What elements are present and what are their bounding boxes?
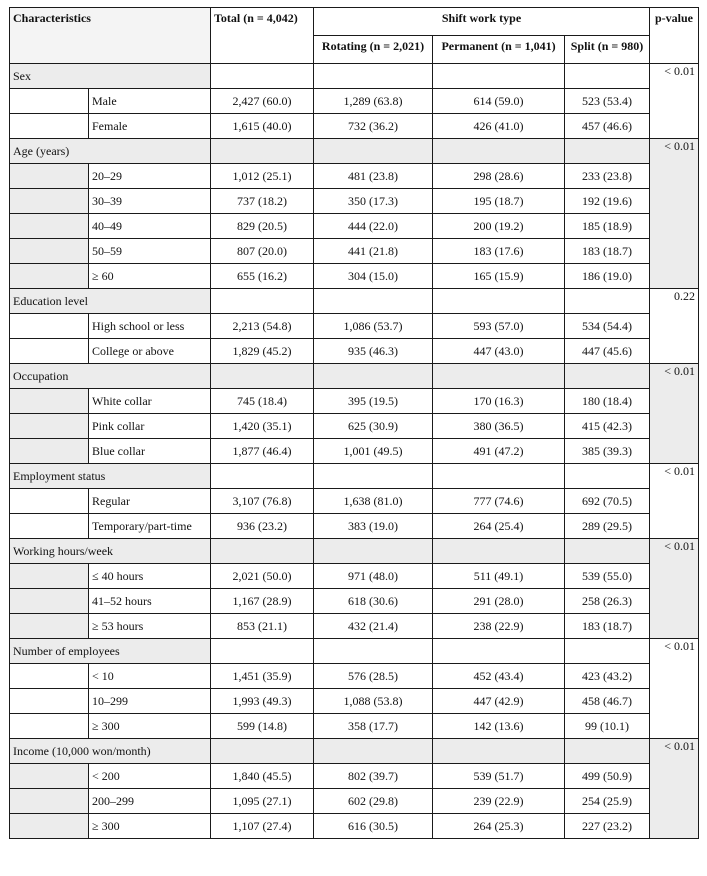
rotating-cell: 383 (19.0) [314, 514, 433, 539]
split-cell: 423 (43.2) [565, 664, 650, 689]
total-cell: 1,012 (25.1) [211, 164, 314, 189]
rotating-cell: 625 (30.9) [314, 414, 433, 439]
category-label: Employment status [10, 464, 211, 489]
row-label: 41–52 hours [89, 589, 211, 614]
row-label: 30–39 [89, 189, 211, 214]
category-total-cell [211, 64, 314, 89]
category-split-cell [565, 364, 650, 389]
category-rotating-cell [314, 539, 433, 564]
table-row [10, 614, 699, 639]
permanent-cell: 380 (36.5) [433, 414, 565, 439]
split-cell: 254 (25.9) [565, 789, 650, 814]
category-rotating-cell [314, 739, 433, 764]
split-cell: 692 (70.5) [565, 489, 650, 514]
split-cell: 415 (42.3) [565, 414, 650, 439]
table-row [10, 564, 699, 589]
category-row [10, 539, 699, 564]
total-cell: 1,420 (35.1) [211, 414, 314, 439]
permanent-cell: 452 (43.4) [433, 664, 565, 689]
table-row [10, 714, 699, 739]
permanent-cell: 200 (19.2) [433, 214, 565, 239]
rotating-cell: 732 (36.2) [314, 114, 433, 139]
category-row [10, 289, 699, 314]
indent-cell [10, 239, 89, 264]
category-rotating-cell [314, 289, 433, 314]
indent-cell [10, 814, 89, 839]
rotating-cell: 432 (21.4) [314, 614, 433, 639]
total-cell: 1,167 (28.9) [211, 589, 314, 614]
indent-cell [10, 789, 89, 814]
row-label: ≥ 300 [89, 714, 211, 739]
rotating-cell: 1,088 (53.8) [314, 689, 433, 714]
category-rotating-cell [314, 139, 433, 164]
total-cell: 1,095 (27.1) [211, 789, 314, 814]
header-shift-work-type: Shift work type [314, 8, 650, 36]
indent-cell [10, 414, 89, 439]
indent-cell [10, 264, 89, 289]
category-row [10, 464, 699, 489]
p-value-cell: < 0.01 [650, 639, 699, 739]
category-permanent-cell [433, 639, 565, 664]
row-label: 200–299 [89, 789, 211, 814]
total-cell: 1,829 (45.2) [211, 339, 314, 364]
table-row [10, 214, 699, 239]
split-cell: 227 (23.2) [565, 814, 650, 839]
row-label: Pink collar [89, 414, 211, 439]
permanent-cell: 777 (74.6) [433, 489, 565, 514]
permanent-cell: 165 (15.9) [433, 264, 565, 289]
table-row [10, 189, 699, 214]
total-cell: 737 (18.2) [211, 189, 314, 214]
category-split-cell [565, 139, 650, 164]
rotating-cell: 350 (17.3) [314, 189, 433, 214]
total-cell: 829 (20.5) [211, 214, 314, 239]
table-row [10, 764, 699, 789]
rotating-cell: 602 (29.8) [314, 789, 433, 814]
rotating-cell: 1,086 (53.7) [314, 314, 433, 339]
category-total-cell [211, 464, 314, 489]
row-label: ≥ 53 hours [89, 614, 211, 639]
category-total-cell [211, 739, 314, 764]
row-label: College or above [89, 339, 211, 364]
total-cell: 853 (21.1) [211, 614, 314, 639]
row-label: Regular [89, 489, 211, 514]
permanent-cell: 291 (28.0) [433, 589, 565, 614]
permanent-cell: 264 (25.4) [433, 514, 565, 539]
p-value-cell: < 0.01 [650, 364, 699, 464]
indent-cell [10, 389, 89, 414]
row-label: < 10 [89, 664, 211, 689]
p-value-cell: < 0.01 [650, 739, 699, 839]
indent-cell [10, 514, 89, 539]
split-cell: 523 (53.4) [565, 89, 650, 114]
split-cell: 180 (18.4) [565, 389, 650, 414]
category-row [10, 739, 699, 764]
category-total-cell [211, 364, 314, 389]
indent-cell [10, 189, 89, 214]
total-cell: 1,840 (45.5) [211, 764, 314, 789]
row-label: ≥ 60 [89, 264, 211, 289]
split-cell: 192 (19.6) [565, 189, 650, 214]
category-label: Income (10,000 won/month) [10, 739, 211, 764]
permanent-cell: 539 (51.7) [433, 764, 565, 789]
rotating-cell: 1,638 (81.0) [314, 489, 433, 514]
rotating-cell: 304 (15.0) [314, 264, 433, 289]
split-cell: 457 (46.6) [565, 114, 650, 139]
permanent-cell: 593 (57.0) [433, 314, 565, 339]
total-cell: 1,451 (35.9) [211, 664, 314, 689]
permanent-cell: 195 (18.7) [433, 189, 565, 214]
split-cell: 534 (54.4) [565, 314, 650, 339]
category-split-cell [565, 289, 650, 314]
table-row [10, 89, 699, 114]
permanent-cell: 142 (13.6) [433, 714, 565, 739]
permanent-cell: 426 (41.0) [433, 114, 565, 139]
category-split-cell [565, 639, 650, 664]
indent-cell [10, 764, 89, 789]
split-cell: 289 (29.5) [565, 514, 650, 539]
split-cell: 458 (46.7) [565, 689, 650, 714]
category-rotating-cell [314, 364, 433, 389]
table-row [10, 489, 699, 514]
row-label: ≤ 40 hours [89, 564, 211, 589]
table-row [10, 314, 699, 339]
category-permanent-cell [433, 139, 565, 164]
table-row [10, 264, 699, 289]
header-total: Total (n = 4,042) [211, 8, 314, 64]
rotating-cell: 1,001 (49.5) [314, 439, 433, 464]
header-rotating: Rotating (n = 2,021) [314, 36, 433, 64]
rotating-cell: 444 (22.0) [314, 214, 433, 239]
category-row [10, 64, 699, 89]
total-cell: 1,615 (40.0) [211, 114, 314, 139]
category-split-cell [565, 64, 650, 89]
table-row [10, 239, 699, 264]
indent-cell [10, 564, 89, 589]
indent-cell [10, 89, 89, 114]
category-total-cell [211, 539, 314, 564]
table-header [10, 8, 699, 64]
table-row [10, 389, 699, 414]
category-label: Sex [10, 64, 211, 89]
table-row [10, 689, 699, 714]
permanent-cell: 183 (17.6) [433, 239, 565, 264]
category-total-cell [211, 139, 314, 164]
header-permanent: Permanent (n = 1,041) [433, 36, 565, 64]
category-label: Number of employees [10, 639, 211, 664]
permanent-cell: 170 (16.3) [433, 389, 565, 414]
indent-cell [10, 714, 89, 739]
table-body [10, 64, 699, 839]
row-label: Temporary/part-time [89, 514, 211, 539]
table-row [10, 339, 699, 364]
characteristics-table [9, 7, 699, 839]
table-row [10, 414, 699, 439]
table-row [10, 789, 699, 814]
row-label: White collar [89, 389, 211, 414]
header-split: Split (n = 980) [565, 36, 650, 64]
permanent-cell: 298 (28.6) [433, 164, 565, 189]
total-cell: 745 (18.4) [211, 389, 314, 414]
row-label: Female [89, 114, 211, 139]
indent-cell [10, 114, 89, 139]
permanent-cell: 614 (59.0) [433, 89, 565, 114]
table-row [10, 164, 699, 189]
p-value-cell: 0.22 [650, 289, 699, 364]
total-cell: 1,993 (49.3) [211, 689, 314, 714]
p-value-cell: < 0.01 [650, 539, 699, 639]
permanent-cell: 491 (47.2) [433, 439, 565, 464]
category-permanent-cell [433, 464, 565, 489]
indent-cell [10, 339, 89, 364]
permanent-cell: 239 (22.9) [433, 789, 565, 814]
rotating-cell: 481 (23.8) [314, 164, 433, 189]
category-permanent-cell [433, 289, 565, 314]
split-cell: 258 (26.3) [565, 589, 650, 614]
row-label: 10–299 [89, 689, 211, 714]
category-split-cell [565, 539, 650, 564]
row-label: High school or less [89, 314, 211, 339]
table-row [10, 514, 699, 539]
header-characteristics: Characteristics [10, 8, 211, 64]
indent-cell [10, 614, 89, 639]
total-cell: 2,427 (60.0) [211, 89, 314, 114]
split-cell: 385 (39.3) [565, 439, 650, 464]
split-cell: 447 (45.6) [565, 339, 650, 364]
rotating-cell: 935 (46.3) [314, 339, 433, 364]
header-p-value: p-value [650, 8, 699, 64]
category-permanent-cell [433, 364, 565, 389]
category-label: Working hours/week [10, 539, 211, 564]
permanent-cell: 238 (22.9) [433, 614, 565, 639]
total-cell: 1,877 (46.4) [211, 439, 314, 464]
permanent-cell: 264 (25.3) [433, 814, 565, 839]
category-row [10, 364, 699, 389]
category-total-cell [211, 289, 314, 314]
permanent-cell: 447 (42.9) [433, 689, 565, 714]
rotating-cell: 616 (30.5) [314, 814, 433, 839]
split-cell: 499 (50.9) [565, 764, 650, 789]
table-row [10, 589, 699, 614]
permanent-cell: 511 (49.1) [433, 564, 565, 589]
category-label: Occupation [10, 364, 211, 389]
total-cell: 3,107 (76.8) [211, 489, 314, 514]
rotating-cell: 576 (28.5) [314, 664, 433, 689]
indent-cell [10, 314, 89, 339]
indent-cell [10, 489, 89, 514]
table-row [10, 114, 699, 139]
total-cell: 2,021 (50.0) [211, 564, 314, 589]
p-value-cell: < 0.01 [650, 64, 699, 139]
category-rotating-cell [314, 464, 433, 489]
indent-cell [10, 664, 89, 689]
total-cell: 655 (16.2) [211, 264, 314, 289]
row-label: 40–49 [89, 214, 211, 239]
category-label: Age (years) [10, 139, 211, 164]
category-permanent-cell [433, 64, 565, 89]
split-cell: 183 (18.7) [565, 614, 650, 639]
category-row [10, 639, 699, 664]
category-total-cell [211, 639, 314, 664]
total-cell: 2,213 (54.8) [211, 314, 314, 339]
rotating-cell: 395 (19.5) [314, 389, 433, 414]
table-row [10, 814, 699, 839]
rotating-cell: 618 (30.6) [314, 589, 433, 614]
total-cell: 936 (23.2) [211, 514, 314, 539]
category-split-cell [565, 739, 650, 764]
row-label: < 200 [89, 764, 211, 789]
row-label: Blue collar [89, 439, 211, 464]
split-cell: 539 (55.0) [565, 564, 650, 589]
row-label: ≥ 300 [89, 814, 211, 839]
permanent-cell: 447 (43.0) [433, 339, 565, 364]
category-permanent-cell [433, 739, 565, 764]
rotating-cell: 802 (39.7) [314, 764, 433, 789]
split-cell: 99 (10.1) [565, 714, 650, 739]
rotating-cell: 1,289 (63.8) [314, 89, 433, 114]
indent-cell [10, 214, 89, 239]
category-permanent-cell [433, 539, 565, 564]
split-cell: 185 (18.9) [565, 214, 650, 239]
rotating-cell: 971 (48.0) [314, 564, 433, 589]
indent-cell [10, 439, 89, 464]
total-cell: 599 (14.8) [211, 714, 314, 739]
total-cell: 1,107 (27.4) [211, 814, 314, 839]
row-label: Male [89, 89, 211, 114]
category-row [10, 139, 699, 164]
table-row [10, 439, 699, 464]
table-row [10, 664, 699, 689]
p-value-cell: < 0.01 [650, 464, 699, 539]
category-rotating-cell [314, 64, 433, 89]
indent-cell [10, 164, 89, 189]
rotating-cell: 358 (17.7) [314, 714, 433, 739]
row-label: 50–59 [89, 239, 211, 264]
rotating-cell: 441 (21.8) [314, 239, 433, 264]
indent-cell [10, 589, 89, 614]
row-label: 20–29 [89, 164, 211, 189]
split-cell: 233 (23.8) [565, 164, 650, 189]
category-label: Education level [10, 289, 211, 314]
split-cell: 183 (18.7) [565, 239, 650, 264]
category-rotating-cell [314, 639, 433, 664]
p-value-cell: < 0.01 [650, 139, 699, 289]
indent-cell [10, 689, 89, 714]
category-split-cell [565, 464, 650, 489]
split-cell: 186 (19.0) [565, 264, 650, 289]
total-cell: 807 (20.0) [211, 239, 314, 264]
